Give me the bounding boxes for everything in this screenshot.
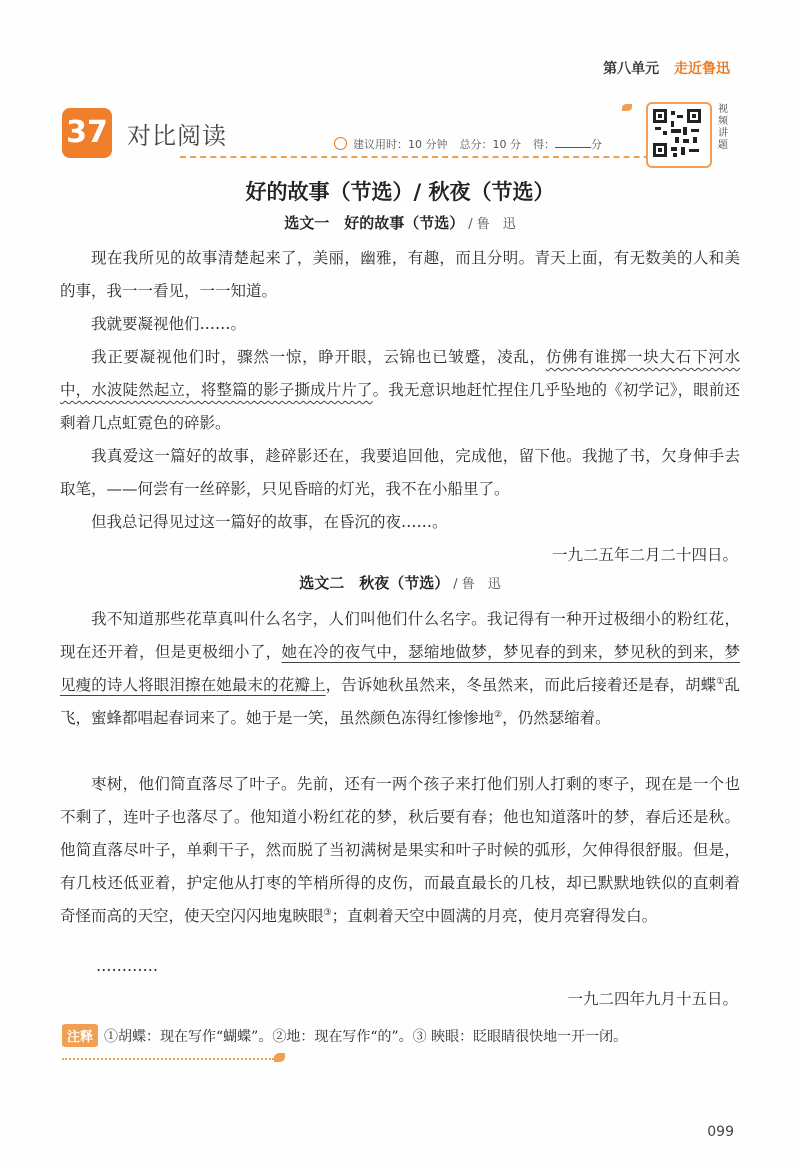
notes-tag: 注释 bbox=[62, 1024, 98, 1047]
unit-header bbox=[603, 58, 730, 78]
clock-icon bbox=[334, 137, 347, 150]
text1-date: 一九二五年二月二十四日。 bbox=[551, 546, 738, 564]
suggested-time: 建议用时：10 分钟 bbox=[353, 138, 448, 151]
text2-p1-mid: ，告诉她秋虽然来，冬虽然来，而此后接着还是春，胡蝶 bbox=[325, 676, 717, 694]
text1-paragraph-2: 我就要凝视他们……。 bbox=[91, 315, 247, 333]
notes bbox=[62, 1024, 627, 1047]
leaf-icon bbox=[274, 1053, 285, 1062]
text2-p1-start: 我不知道那些花草真叫什么名字，人们叫他们什么名字。我记得有一种开过极细小的粉红花，现在还开着，但是更极细小了， bbox=[60, 610, 740, 661]
text2-p1-mid2: 乱飞，蜜蜂都唱起春词来了。她于是一笑，虽然颜色冻得红惨惨地 bbox=[60, 676, 740, 727]
score-unit: 分 bbox=[591, 138, 602, 151]
lesson-meta bbox=[334, 136, 602, 152]
qr-pattern-icon bbox=[653, 109, 701, 157]
text1-paragraph-3 bbox=[60, 341, 740, 440]
lesson-title: 对比阅读 bbox=[127, 122, 227, 150]
footnote-3: ③ bbox=[323, 907, 332, 918]
text1-paragraph-1: 现在我所见的故事清楚起来了，美丽，幽雅，有趣，而且分明。青天上面，有无数美的人和美的事，我一一看见，一一知道。 bbox=[60, 249, 740, 300]
text2-paragraph-1 bbox=[60, 603, 740, 735]
notes-dotted-divider bbox=[62, 1058, 274, 1060]
text2-paragraph-2 bbox=[60, 768, 740, 933]
score-blank[interactable] bbox=[555, 147, 591, 148]
text2-date: 一九二四年九月十五日。 bbox=[567, 990, 738, 1008]
underlined-sentence: 她在冷的夜气中，瑟缩地做梦，梦见春的到来，梦见秋的到来，梦见瘦的诗人将眼泪擦在她最末的花瓣上 bbox=[60, 643, 740, 694]
qr-code[interactable] bbox=[646, 102, 712, 168]
title-dashed-divider bbox=[180, 156, 680, 158]
text2-heading bbox=[0, 572, 800, 593]
footnote-2: ② bbox=[494, 709, 503, 720]
unit-label: 第八单元 bbox=[603, 61, 660, 77]
unit-topic: 走近鲁迅 bbox=[674, 61, 730, 77]
leaf-icon bbox=[622, 104, 632, 111]
text1-p3-start: 我正要凝视他们时，骤然一惊，睁开眼，云锦也已皱蹙，凌乱， bbox=[91, 348, 546, 366]
notes-text: ①胡蝶：现在写作“蝴蝶”。②地：现在写作“的”。③ 䀹眼：眨眼睛很快地一开一闭。 bbox=[104, 1029, 628, 1045]
footnote-1: ① bbox=[716, 676, 725, 687]
text2-author: / 鲁 迅 bbox=[453, 577, 501, 592]
text1-p3-end: 。我无意识地赶忙捏住几乎坠地的《初学记》，眼前还剩着几点虹霓色的碎影。 bbox=[60, 381, 740, 432]
lesson-title-bar bbox=[62, 108, 642, 160]
text2-p2-end: ；直刺着天空中圆满的月亮，使月亮窘得发白。 bbox=[331, 907, 658, 925]
total-score: 总分：10 分 bbox=[459, 138, 521, 151]
qr-label: 视频讲题 bbox=[718, 104, 728, 151]
page-number: 099 bbox=[707, 1124, 734, 1140]
text2-ellipsis: ………… bbox=[96, 957, 158, 975]
text1-author: / 鲁 迅 bbox=[468, 217, 516, 232]
score-label: 得： bbox=[533, 138, 555, 151]
text2-title: 选文二 秋夜（节选） bbox=[299, 574, 450, 592]
text1-paragraph-5: 但我总记得见过这一篇好的故事，在昏沉的夜……。 bbox=[91, 513, 448, 531]
text1-paragraph-4: 我真爱这一篇好的故事，趁碎影还在，我要追回他，完成他，留下他。我抛了书，欠身伸手去取笔，——何尝有一丝碎影，只见昏暗的灯光，我不在小船里了。 bbox=[60, 447, 740, 498]
text1-title: 选文一 好的故事（节选） bbox=[284, 214, 465, 232]
text1-heading bbox=[0, 212, 800, 233]
page-title: 好的故事（节选）/ 秋夜（节选） bbox=[245, 180, 555, 204]
text2-p2-start: 枣树，他们简直落尽了叶子。先前，还有一两个孩子来打他们别人打剩的枣子，现在是一个也不剩了，连叶子也落尽了。他知道小粉红花的梦，秋后要有春；他也知道落叶的梦，春后还是秋。他简直落尽叶子，单剩干子，然而脱了当初满树是果实和叶子时候的弧形，欠伸得很舒服。但是，有几枝还低亚着，护定他从打枣的竿梢所得的皮伤，而最直最长的几枝，却已默默地铁似的直刺着奇怪而高的天空，使天空闪闪地鬼䀹眼 bbox=[60, 775, 740, 925]
text2-p1-end: ，仍然瑟缩着。 bbox=[502, 709, 611, 727]
wavy-underlined-sentence: 仿佛有谁掷一块大石下河水中，水波陡然起立，将整篇的影子撕成片片了 bbox=[60, 348, 740, 399]
lesson-number-badge: 37 bbox=[62, 108, 112, 158]
